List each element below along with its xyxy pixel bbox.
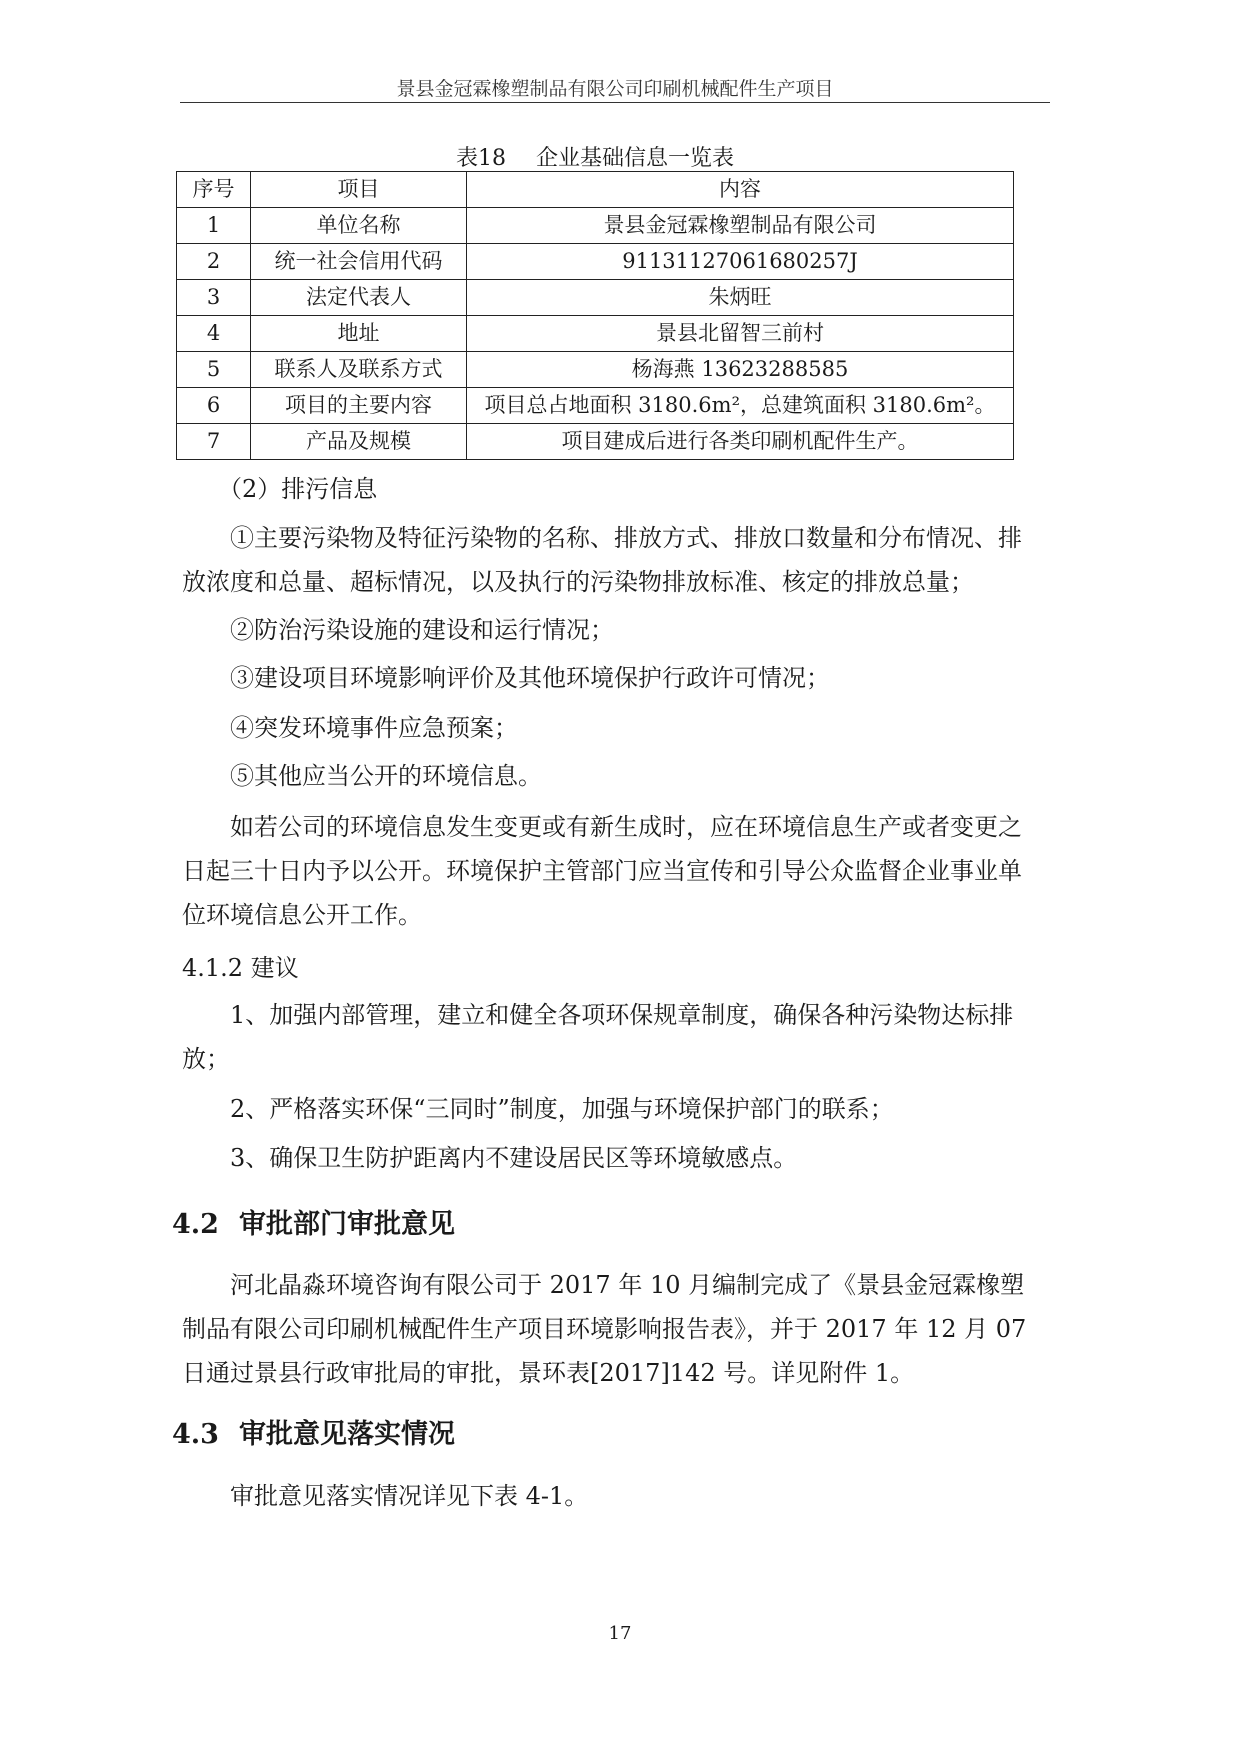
table-row xyxy=(177,316,1014,352)
enterprise-info-table xyxy=(176,171,1014,460)
table-header-row xyxy=(177,172,1014,208)
header-rule xyxy=(180,102,1050,103)
table-row xyxy=(177,208,1014,244)
running-header: 景县金冠霖橡塑制品有限公司印刷机械配件生产项目 xyxy=(396,78,834,100)
table-cell: 地址 xyxy=(251,316,467,352)
table-row xyxy=(177,424,1014,460)
suggestion-2: 2、严格落实环保“三同时”制度，加强与环境保护部门的联系； xyxy=(230,1095,894,1123)
table-cell: 3 xyxy=(177,280,251,316)
page-number: 17 xyxy=(608,1623,632,1644)
table-cell: 项目总占地面积 3180.6m²，总建筑面积 3180.6m²。 xyxy=(467,388,1014,424)
section-4-3-heading xyxy=(172,1412,455,1451)
emission-item-3: ③建设项目环境影响评价及其他环境保护行政许可情况； xyxy=(230,664,830,692)
table-cell: 7 xyxy=(177,424,251,460)
suggestion-3: 3、确保卫生防护距离内不建设居民区等环境敏感点。 xyxy=(230,1144,798,1172)
table-cell: 杨海燕 13623288585 xyxy=(467,352,1014,388)
table-cell: 4 xyxy=(177,316,251,352)
table-cell: 6 xyxy=(177,388,251,424)
section-number: 4.2 xyxy=(172,1209,219,1240)
table-cell: 91131127061680257J xyxy=(467,244,1014,280)
emission-item-1: ①主要污染物及特征污染物的名称、排放方式、排放口数量和分布情况、排放浓度和总量、超标情况，以及执行的污染物排放标准、核定的排放总量； xyxy=(182,524,1022,596)
implementation-paragraph: 审批意见落实情况详见下表 4-1。 xyxy=(230,1482,589,1510)
emission-item-4: ④突发环境事件应急预案； xyxy=(230,714,518,742)
table-row xyxy=(177,388,1014,424)
table-cell: 5 xyxy=(177,352,251,388)
section-title: 审批意见落实情况 xyxy=(238,1419,455,1450)
sub-heading-emission-info: （2）排污信息 xyxy=(218,475,378,503)
table-cell: 景县金冠霖橡塑制品有限公司 xyxy=(467,208,1014,244)
table-header-cell: 项目 xyxy=(251,172,467,208)
table-caption-number: 表18 xyxy=(455,146,506,171)
section-4-1-2-heading: 4.1.2 建议 xyxy=(182,954,299,982)
section-4-2-heading xyxy=(172,1202,455,1241)
emission-item-2: ②防治污染设施的建设和运行情况； xyxy=(230,616,614,644)
table-cell: 统一社会信用代码 xyxy=(251,244,467,280)
emission-item-5: ⑤其他应当公开的环境信息。 xyxy=(230,762,542,790)
table-header-cell: 内容 xyxy=(467,172,1014,208)
table-caption xyxy=(175,141,1015,172)
table-cell: 法定代表人 xyxy=(251,280,467,316)
table-cell: 项目建成后进行各类印刷机配件生产。 xyxy=(467,424,1014,460)
approval-paragraph: 河北晶淼环境咨询有限公司于 2017 年 10 月编制完成了《景县金冠霖橡塑制品有限公司印刷机械配件生产项目环境影响报告表》，并于 2017 年 12 月 07 日通过景县行政审批局的审批，景环表[2017]142 号。详见附件 1。 xyxy=(182,1271,1027,1387)
table-cell: 2 xyxy=(177,244,251,280)
change-disclosure-paragraph: 如若公司的环境信息发生变更或有新生成时，应在环境信息生产或者变更之日起三十日内予以公开。环境保护主管部门应当宣传和引导公众监督企业事业单位环境信息公开工作。 xyxy=(182,813,1022,929)
table-cell: 朱炳旺 xyxy=(467,280,1014,316)
table-row xyxy=(177,280,1014,316)
table-caption-title: 企业基础信息一览表 xyxy=(535,146,734,171)
table-row xyxy=(177,244,1014,280)
table-cell: 项目的主要内容 xyxy=(251,388,467,424)
section-number: 4.3 xyxy=(172,1419,219,1450)
table-cell: 单位名称 xyxy=(251,208,467,244)
suggestion-1: 1、加强内部管理，建立和健全各项环保规章制度，确保各种污染物达标排放； xyxy=(182,1001,1014,1073)
table-cell: 1 xyxy=(177,208,251,244)
section-title: 审批部门审批意见 xyxy=(238,1209,455,1240)
table-cell: 产品及规模 xyxy=(251,424,467,460)
table-cell: 联系人及联系方式 xyxy=(251,352,467,388)
table-header-cell: 序号 xyxy=(177,172,251,208)
table-cell: 景县北留智三前村 xyxy=(467,316,1014,352)
table-row xyxy=(177,352,1014,388)
